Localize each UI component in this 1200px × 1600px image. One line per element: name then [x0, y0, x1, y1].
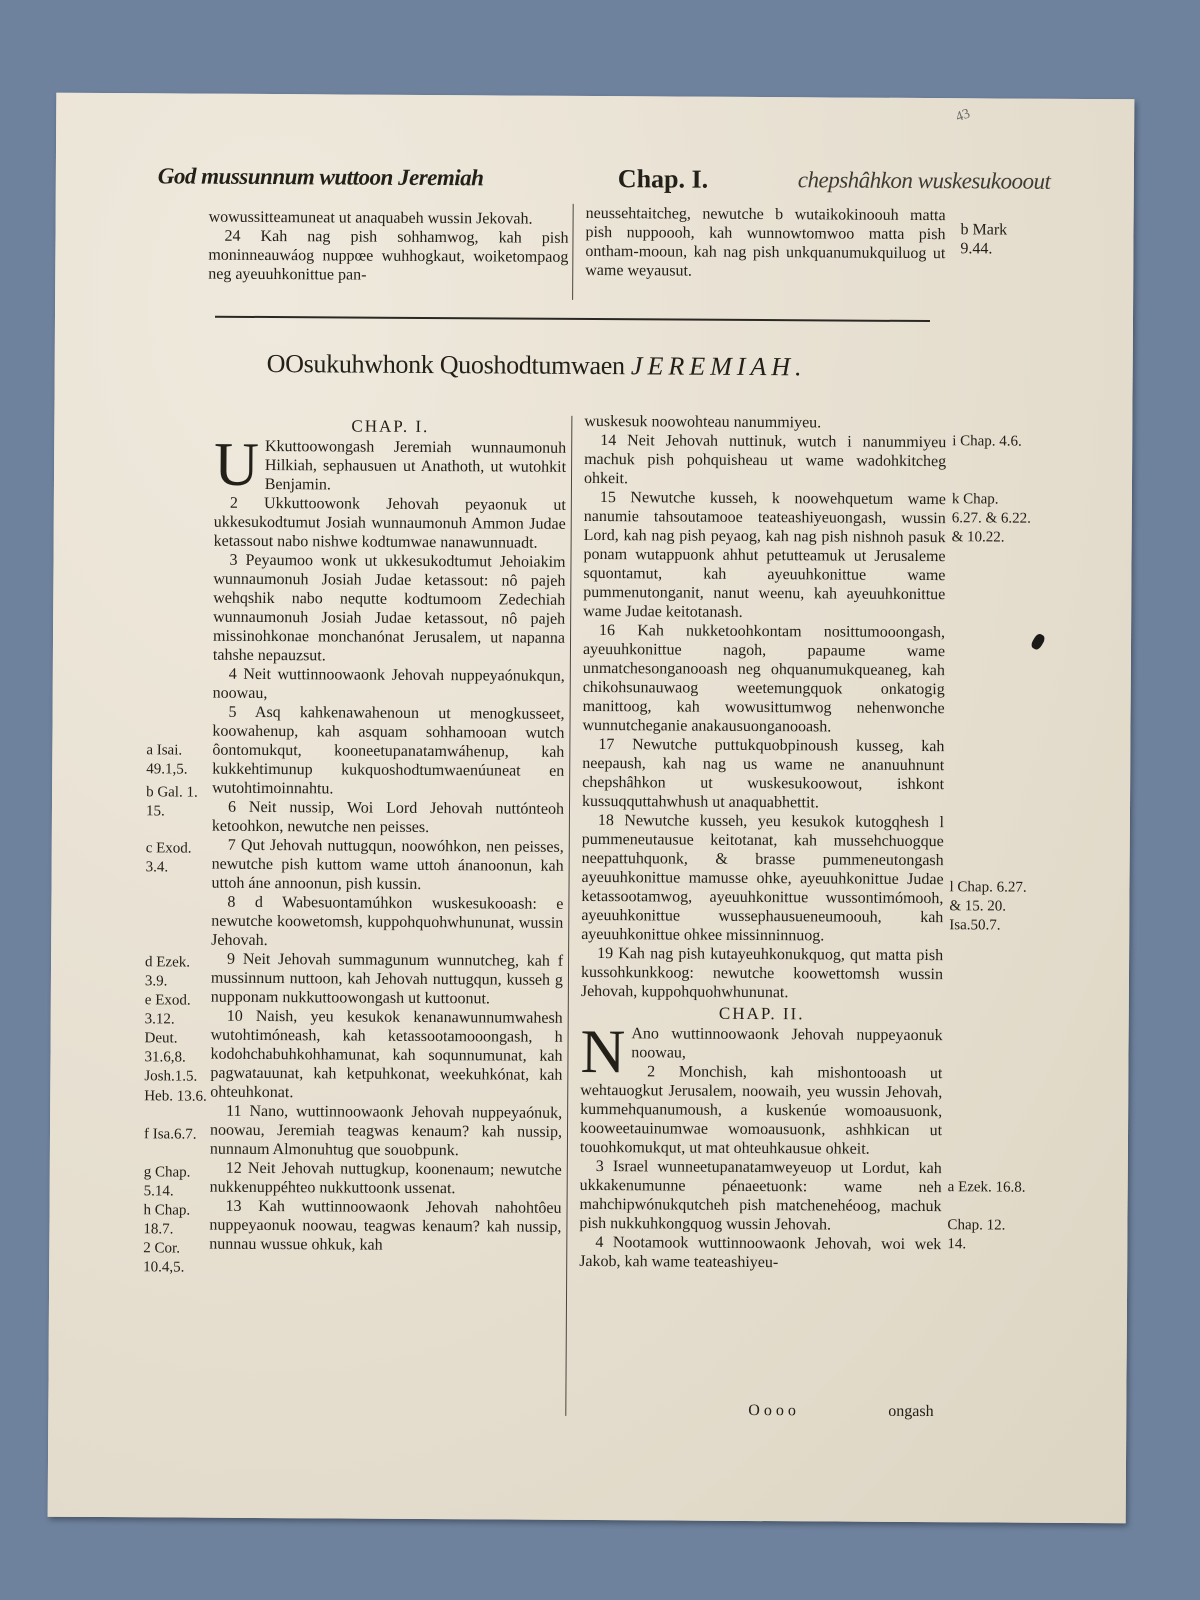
right-column [579, 412, 946, 1273]
chapter-heading: CHAP. I. [351, 416, 430, 437]
section-rule [215, 316, 930, 322]
top-left-column [208, 208, 568, 286]
paragraph: 6 Neit nussip, Woi Lord Jehovah nuttónteoh ketoohkon, newutche nen peisses. [211, 798, 565, 837]
marginal-note: f Isa.6.7. [143, 1126, 197, 1143]
marginal-note: a Isai. 49.1,5. [146, 742, 188, 778]
drop-cap: N [580, 1017, 626, 1087]
pencil-annotation: 43 [953, 106, 973, 126]
marginal-note: b Mark 9.44. [960, 221, 1008, 258]
paragraph: 9 Neit Jehovah summagunum wunnutcheg, kah f mussinnum nuttoon, kah Jehovah nuttugqun, kusseh g nupponam nukkuttoowongash ut kuttoonut. [210, 950, 564, 1008]
column-divider [565, 416, 572, 1416]
book-title [267, 349, 967, 383]
marginal-note: d Ezek. 3.9. [144, 954, 191, 990]
marginal-note: l Chap. 6.27. & 15. 20. Isa.50.7. [949, 879, 1027, 934]
paragraph: 10 Naish, yeu kesukok kenanawunnumwahesh wutohtimóneash, kah ketassootamooongash, h kodohchabuhkohhamunat, kah soqunnumunat, kah pagwatauunat, kah ketpuhkonat, weekuhkónat, kah ohteuhkonat. [210, 1007, 563, 1102]
marginal-note: e Exod. 3.12. [144, 992, 191, 1028]
paragraph: 3 Peyaumoo wonk ut ukkesukodtumut Jehoiakim wunnaumonuh Josiah Judae ketassout: nô pajeh wehqshik nabo nequtte kodtumoom Zedechiah wunnaumonuh Josiah Judae ketassout, nô pajeh missinohkonae monchanónat Jerusalem, ut napanna tahshe nepauzsut. [212, 551, 566, 665]
paragraph: neussehtaitcheg, newutche b wutaikokinoouh matta pish nuppoooh, kah wunnowtomwoo matta pish ontham-mooun, kah nag pish unkquanumukquiluog ut wame weyausut. [585, 204, 946, 280]
paragraph: 7 Qut Jehovah nuttugqun, noowóhkon, nen peisses, newutche pish kuttom wame uttoh ánanoonun, kah uttoh áne annoonun, pish kussin. [211, 836, 564, 893]
paragraph: 17 Newutche puttukquobpinoush kusseg, kah neepaush, kah nag us wame ne ananuuhnunt chepshâhkon ut wuskesukoowout, ishkont kussuqquttahwhush ut anaquabhettit. [581, 736, 945, 812]
marginal-note: c Exod. 3.4. [145, 840, 192, 876]
paragraph: 14 Neit Jehovah nuttinuk, wutch i nanummiyeu machuk pish pohquisheau ut wame wadohkitcheg ohkeit. [583, 432, 947, 488]
running-head [158, 163, 1058, 208]
book-page [48, 93, 1135, 1524]
marginal-note: Josh.1.5. [144, 1068, 198, 1085]
paragraph: Ano wuttinnoowaonk Jehovah nuppeyaonuk noowau, [631, 1025, 943, 1062]
paragraph: 4 Nootamook wuttinnoowaonk Jehovah, woi wek Jakob, kah wame teateashiyeu- [579, 1234, 942, 1272]
ink-stain [1030, 632, 1047, 651]
paragraph: 11 Nano, wuttinnoowaonk Jehovah nuppeyaónuk, noowau, Jeremiah teagwas kenaum? kah nussip, nunnaum Almonuhtug que souobpunk. [209, 1102, 563, 1160]
marginal-note: g Chap. 5.14. [143, 1164, 191, 1200]
page-footer [748, 1401, 948, 1421]
marginal-note: Chap. 12. 14. [947, 1217, 1006, 1253]
column-divider [572, 204, 574, 300]
running-head-left: God mussunnum wuttoon Jeremiah [157, 163, 484, 191]
paragraph: 2 Monchish, kah mishontooash ut wehtauogkut Jerusalem, noowaih, yeu wussin Jehovah, kummehquanumoush, a kuskenúe womoausuonk, kooweetauinumwae womoausuonk, ashhkican ut touohkomukqut, ut mat ohteuhkausue ohkeit. [579, 1063, 943, 1158]
marginal-note: 2 Cor. 10.4,5. [143, 1240, 185, 1276]
left-column [209, 416, 566, 1256]
book-title-name: JEREMIAH. [630, 351, 807, 382]
marginal-note: Heb. 13.6. [144, 1088, 207, 1105]
paragraph: 18 Newutche kusseh, yeu kesukok kutogqhesh l pummeneutausue keitotanat, kah mussehchuogque neepattuhquonk, & brasse pummeneutongash ayeuuhkonittue mamusse ohke, ayeuuhkonittue Judae ketassootamwog, ayeuuhkonittue wussontimómooh, ayeuuhkonittue wussephausueneumoouh, kah ayeuuhkonittue ohkee missinninnuog. [581, 812, 944, 945]
paragraph: 19 Kah nag pish kutayeuhkonukquog, qut matta pish kussohkunkkoog: newutche koowettomsh wussin Jehovah, kuppohquohwhununat. [580, 945, 944, 1002]
paragraph: 24 Kah nag pish sohhamwog, kah pish moninneauwáog nuppœe wuhhogkaut, woiketompaog neg ayeuuhkonittue pan- [208, 227, 569, 284]
chapter-heading: CHAP. II. [718, 1003, 805, 1024]
book-title-prefix: OOsukuhwhonk Quoshodtumwaen [266, 349, 625, 381]
paragraph: 8 d Wabesuontamúhkon wuskesukooash: e newutche koowetomsh, kuppohquohwhununat, wussin Jehovah. [211, 893, 564, 950]
paragraph: 13 Kah wuttinnoowaonk Jehovah nahohtôeu nuppeyaonuk noowau, teagwas kenaum? kah nussip, nunnau wussue ohkuk, kah [209, 1197, 562, 1254]
paragraph: 3 Israel wunneetupanatamweyeuop ut Lordut, kah ukkakenumunne pénaeetuonk: wame neh mahchipwónukqutcheh pish matchenehéoog, machuk pish nukkuhkongquog wussin Jehovah. [579, 1158, 942, 1234]
marginal-note: b Gal. 1. 15. [145, 784, 198, 820]
signature-mark: Oooo [748, 1401, 800, 1420]
paragraph: Kkuttoowongash Jeremiah wunnaumonuh Hilkiah, sephausuen ut Anathoth, ut wutohkit Benjamin. [264, 438, 567, 494]
catchword: ongash [888, 1402, 934, 1421]
paragraph: 4 Neit wuttinnoowaonk Jehovah nuppeyaónukqun, noowau, [212, 665, 565, 703]
running-head-chapter: Chap. I. [617, 164, 709, 194]
marginal-note: k Chap. 6.27. & 6.22. & 10.22. [951, 491, 1031, 546]
marginal-note: a Ezek. 16.8. [947, 1179, 1026, 1196]
top-right-column [585, 204, 945, 282]
paragraph: wowussitteamuneat ut anaquabeh wussin Jekovah. [208, 208, 533, 228]
paragraph: wuskesuk noowohteau nanummiyeu. [584, 412, 822, 432]
paragraph: 5 Asq kahkenawahenoun ut menogkusseet, koowahenup, kah asquam sohhamooan wutch ôontomukqut, kooneetupanatamwáhenup, kah kukkehtimunup kukquoshodtumwaenúuneat en wutohtimoinnahtu. [212, 703, 565, 798]
paragraph: 12 Neit Jehovah nuttugkup, koonenaum; newutche nukkenuppéhteo nukkuttoonk ussenat. [209, 1159, 562, 1198]
paragraph: 2 Ukkuttoowonk Jehovah peyaonuk ut ukkesukodtumut Josiah wunnaumonuh Ammon Judae ketassout nabo nishwe kodtumwae nanawunnuadt. [213, 494, 566, 552]
marginal-note: i Chap. 4.6. [952, 433, 1022, 450]
marginal-note: h Chap. 18.7. [143, 1202, 191, 1238]
paragraph: 16 Kah nukketoohkontam nosittumooongash, ayeuuhkonittue nagoh, papaume wame unmatchesonganooash neg ohquanumukqueaneg, kah chikohsunauwaog weetemungquok onkatogig manittoog, kah wowusittumwog nehenwonche wunnutcheganie anakausuonganooash. [582, 622, 946, 736]
drop-cap: U [213, 430, 260, 499]
paragraph: 15 Newutche kusseh, k noowehquetum wame nanumie tahsoutamooe teateashiyeuongash, wussin Lord, kah nag pish peyaog, kah nag pish nishnoh pasuk ponam wutappuonk ahhut petutteamuk ut Jerusaleme squontamut, kah ayeuuhkonittue wame pummenutonganit, nanut weenu, kah ayeuuhkonittue wame Judae keitotanash. [583, 489, 946, 621]
running-head-right: chepshâhkon wuskesukooout [797, 167, 1051, 194]
marginal-note: Deut. 31.6,8. [144, 1030, 186, 1066]
